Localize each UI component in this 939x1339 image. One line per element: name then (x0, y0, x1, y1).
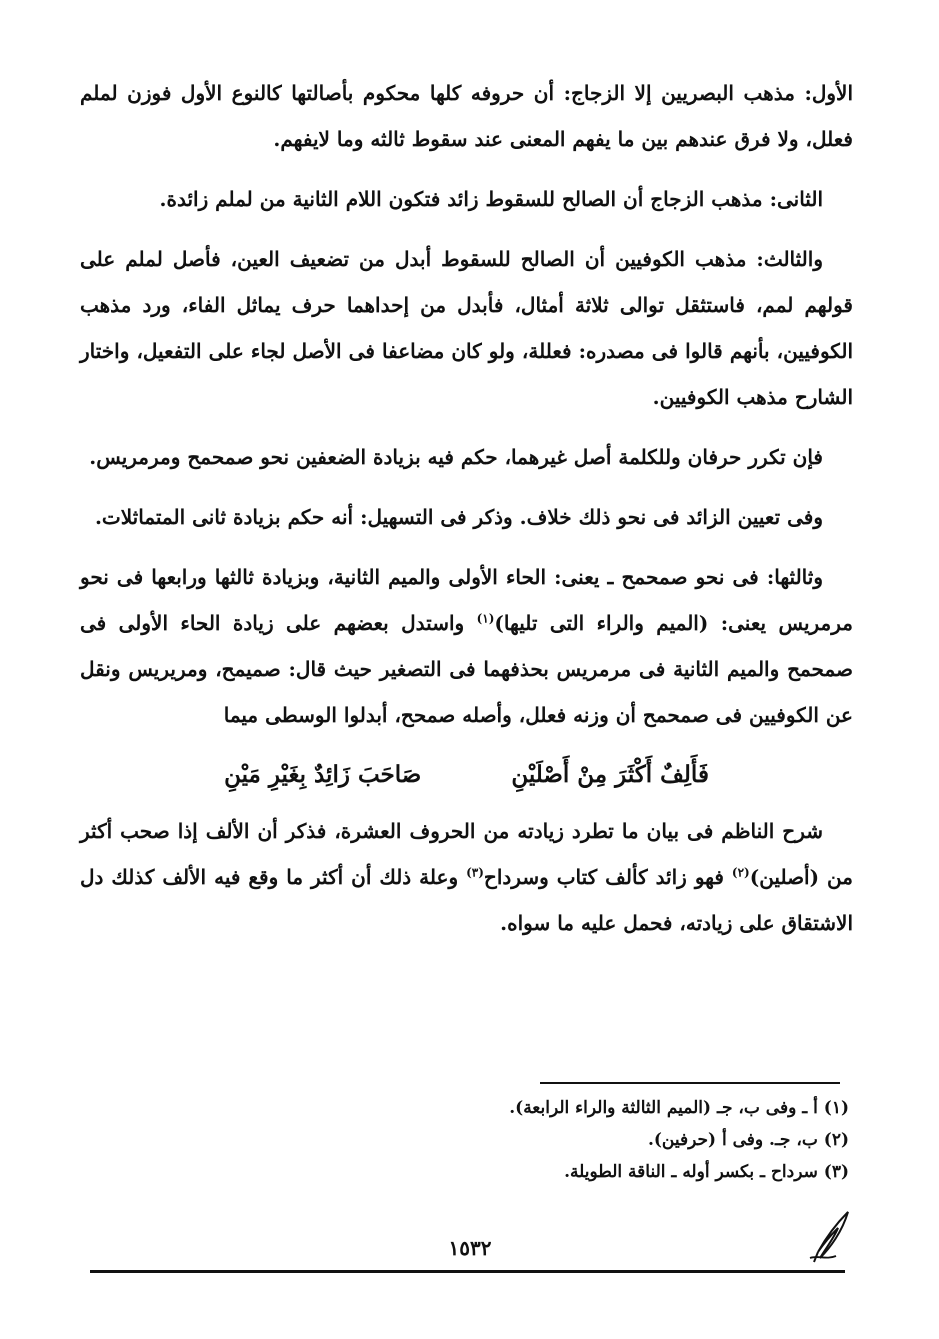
footnote-1: (١) أ ـ وفى ب، جـ (الميم الثالثة والراء الرابعة). (509, 1098, 849, 1118)
verse-hemistich-second: صَاحَبَ زَائِدٌ بِغَيْرِ مَيْنِ (224, 761, 422, 788)
paragraph-2: الثانى: مذهب الزجاج أن الصالح للسقوط زائد فتكون اللام الثانية من لملم زائدة. (159, 187, 823, 211)
footnote-ref-3: (٣) (466, 865, 484, 880)
footnote-ref-2: (٢) (731, 865, 750, 880)
paragraph-7-text-c: وعلة ذلك أن أكثر ما وقع فيه الألف كذلك دل الاشتقاق على زيادته، فحمل عليه ما سواه. (80, 865, 853, 935)
bottom-divider (90, 1270, 845, 1273)
paragraph-6 (80, 554, 853, 738)
footnote-3: (٣) سرداح ـ بكسر أوله ـ الناقة الطويلة. (564, 1162, 849, 1182)
footnote-ref-1: (١) (476, 611, 495, 626)
main-text (80, 70, 853, 960)
page-number: ١٥٣٢ (448, 1236, 492, 1260)
paragraph-7-text-b: فهو زائد كألف كتاب وسرداح (483, 865, 732, 889)
paragraph-3: والثالث: مذهب الكوفيين أن الصالح للسقوط أبدل من تضعيف العين، فأصل لملم على قولهم لمم، فاستثقل توالى ثلاثة أمثال، فأبدل من إحداهما حرف يماثل الفاء، ورد مذهب الكوفيين، بأنهم قالوا فى مصدره: فعللة، ولو كان مضاعفا فى الأصل لجاء على التفعيل، واختار الشارح مذهب الكوفيين. (80, 247, 853, 409)
footnote-2: (٢) ب، جـ. وفى أ (حرفين). (647, 1130, 849, 1150)
paragraph-5: وفى تعيين الزائد فى نحو ذلك خلاف. وذكر فى التسهيل: أنه حكم بزيادة ثانى المتماثلات. (94, 505, 823, 529)
paragraph-4: فإن تكرر حرفان وللكلمة أصل غيرهما، حكم فيه بزيادة الضعفين نحو صمحمح ومرمريس. (89, 445, 823, 469)
verse-hemistich-first: فَأَلِفٌ أَكْثَرَ مِنْ أَصْلَيْنِ (511, 761, 709, 788)
paragraph-7 (80, 808, 853, 946)
paragraph-6-text-b: واستدل بعضهم على زيادة الحاء الأولى فى صمحمح والميم الثانية فى مرمريس بحذفهما فى التصغير حيث قال: صميمح، ومريريس ونقل عن الكوفيين فى صمحمح أن وزنه فعلل، وأصله صمحح، أبدلوا الوسطى ميما (80, 611, 853, 727)
quill-icon (808, 1208, 854, 1266)
poetry-verse (80, 752, 853, 798)
paragraph-7-text-a: شرح الناظم فى بيان ما تطرد زيادته من الحروف العشرة، فذكر أن الألف إذا صحب أكثر من (أصلين) (80, 819, 853, 889)
paragraph-6-text-a: وثالثها: فى نحو صمحمح ـ يعنى: الحاء الأولى والميم الثانية، وبزيادة ثالثها ورابعها فى نحو مرمريس يعنى: (الميم والراء التى تليها) (80, 565, 854, 635)
footnote-divider (540, 1082, 840, 1084)
footnotes (349, 1092, 849, 1188)
paragraph-1: الأول: مذهب البصريين إلا الزجاج: أن حروفه كلها محكوم بأصالتها كالنوع الأول فوزن لملم فعلل، ولا فرق عندهم بين ما يفهم المعنى عند سقوط ثالثه وما لايفهم. (80, 81, 853, 151)
